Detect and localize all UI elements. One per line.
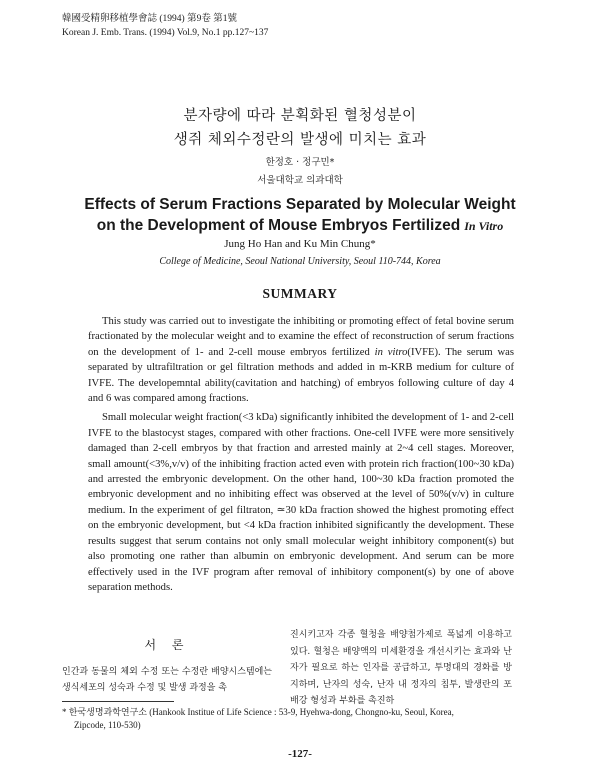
english-title-line1: Effects of Serum Fractions Separated by Molecular Weight [84,196,516,213]
intro-right-column [290,627,512,710]
journal-citation-korean: 韓國受精卵移植學會誌 (1994) 第9卷 第1號 [62,14,237,24]
summary-paragraph-2: Small molecular weight fraction(<3 kDa) significantly inhibited the development of 1- and 2-cell IVFE to the blastocyst stages, compared with other fractions. One-cell IVFE were more sensitively damaged than 2-cell embryos by that fraction and arrested mainly at 2~4 cell stages. Moreover, small amount(<3%,v/v) of the inhibiting fraction acted even with protein rich fraction(100~30 kDa) and arrested the embryonic development. On the other hand, 100~30 kDa fraction promoted the embryonic development and no inhibiting effect was observed at the level of 50%(v/v) in culture medium. In the experiment of gel filtraton, ≃30 kDa fraction showed the highest promoting effect on the embryonic development, but <4 kDa fraction inhibited significantly the development. These results suggest that serum contains not only small molecular weight inhibitory component(s) but also promoting one rather than albumin on embryonic development. And serum can be more effectively used in the IVF program after removal of inhibitory component(s) by one of above separation methods. [88,412,514,593]
summary-p1-start: This study was carried out to investigate the inhibiting or promoting effect of fetal bovine serum fractionated by the molecular weight and to examine the effect of reconstruction of serum fractions on the development of 1- and 2-cell mouse embryos fertilized [88,316,514,358]
footnote-line2: Zipcode, 110-530) [74,720,141,730]
korean-authors: 한정호 · 정구민* [265,157,335,168]
english-title-line2-text: on the Development of Mouse Embryos Fertilized [96,217,461,234]
intro-left-text: 인간과 동물의 체외 수정 또는 수정란 배양시스템에는 생식세포의 성숙과 수정 및 발생 과정을 촉 [62,666,272,694]
footnote [62,706,522,732]
english-affiliation: College of Medicine, Seoul National University, Seoul 110-744, Korea [159,256,441,267]
page-number: -127- [288,748,312,760]
intro-right-text: 진시키고자 각종 혈청을 배양첨가제로 폭넓게 이용하고 있다. 혈청은 배양액의 미세환경을 개선시키는 효과와 난자가 필요로 하는 인자를 공급하고, 투명대의 경화를 방지하며, 난자의 성숙, 난자 내 정자의 침투, 발생란의 포배강 형성과 부화를 촉진하 [290,630,512,707]
summary-paragraph-1 [88,314,514,406]
summary-p1-end: (IVFE). The serum was separated by ultrafiltration or gel filtration methods and added in m-KRB medium for culture of IVFE. The developemntal ability(cavitation and hatching) of embryos following culture of day 4 and 6 was compared among fractions. [88,346,514,405]
footnote-line1: * 한국생명과학연구소 (Hankook Institue of Life Science : 53-9, Hyehwa-dong, Chongno-ku, Seoul, Korea, [62,707,454,717]
footnote-divider [62,701,174,702]
korean-title-line2: 생쥐 체외수정란의 발생에 미치는 효과 [173,132,427,148]
english-authors: Jung Ho Han and Ku Min Chung* [224,238,376,250]
journal-citation [62,12,268,40]
intro-heading: 서 론 [144,638,190,652]
english-title-invitro: In Vitro [464,219,504,233]
english-title-line2 [0,217,600,235]
journal-citation-english: Korean J. Emb. Trans. (1994) Vol.9, No.1 pp.127~137 [62,28,269,38]
summary-p1-invitro: in vitro [374,346,408,358]
intro-left-column [62,627,272,697]
korean-title-line1: 분자량에 따라 분획화된 혈청성분이 [183,108,417,124]
summary-heading: SUMMARY [262,286,338,301]
korean-affiliation: 서울대학교 의과대학 [257,175,343,186]
summary-abstract [88,314,514,595]
